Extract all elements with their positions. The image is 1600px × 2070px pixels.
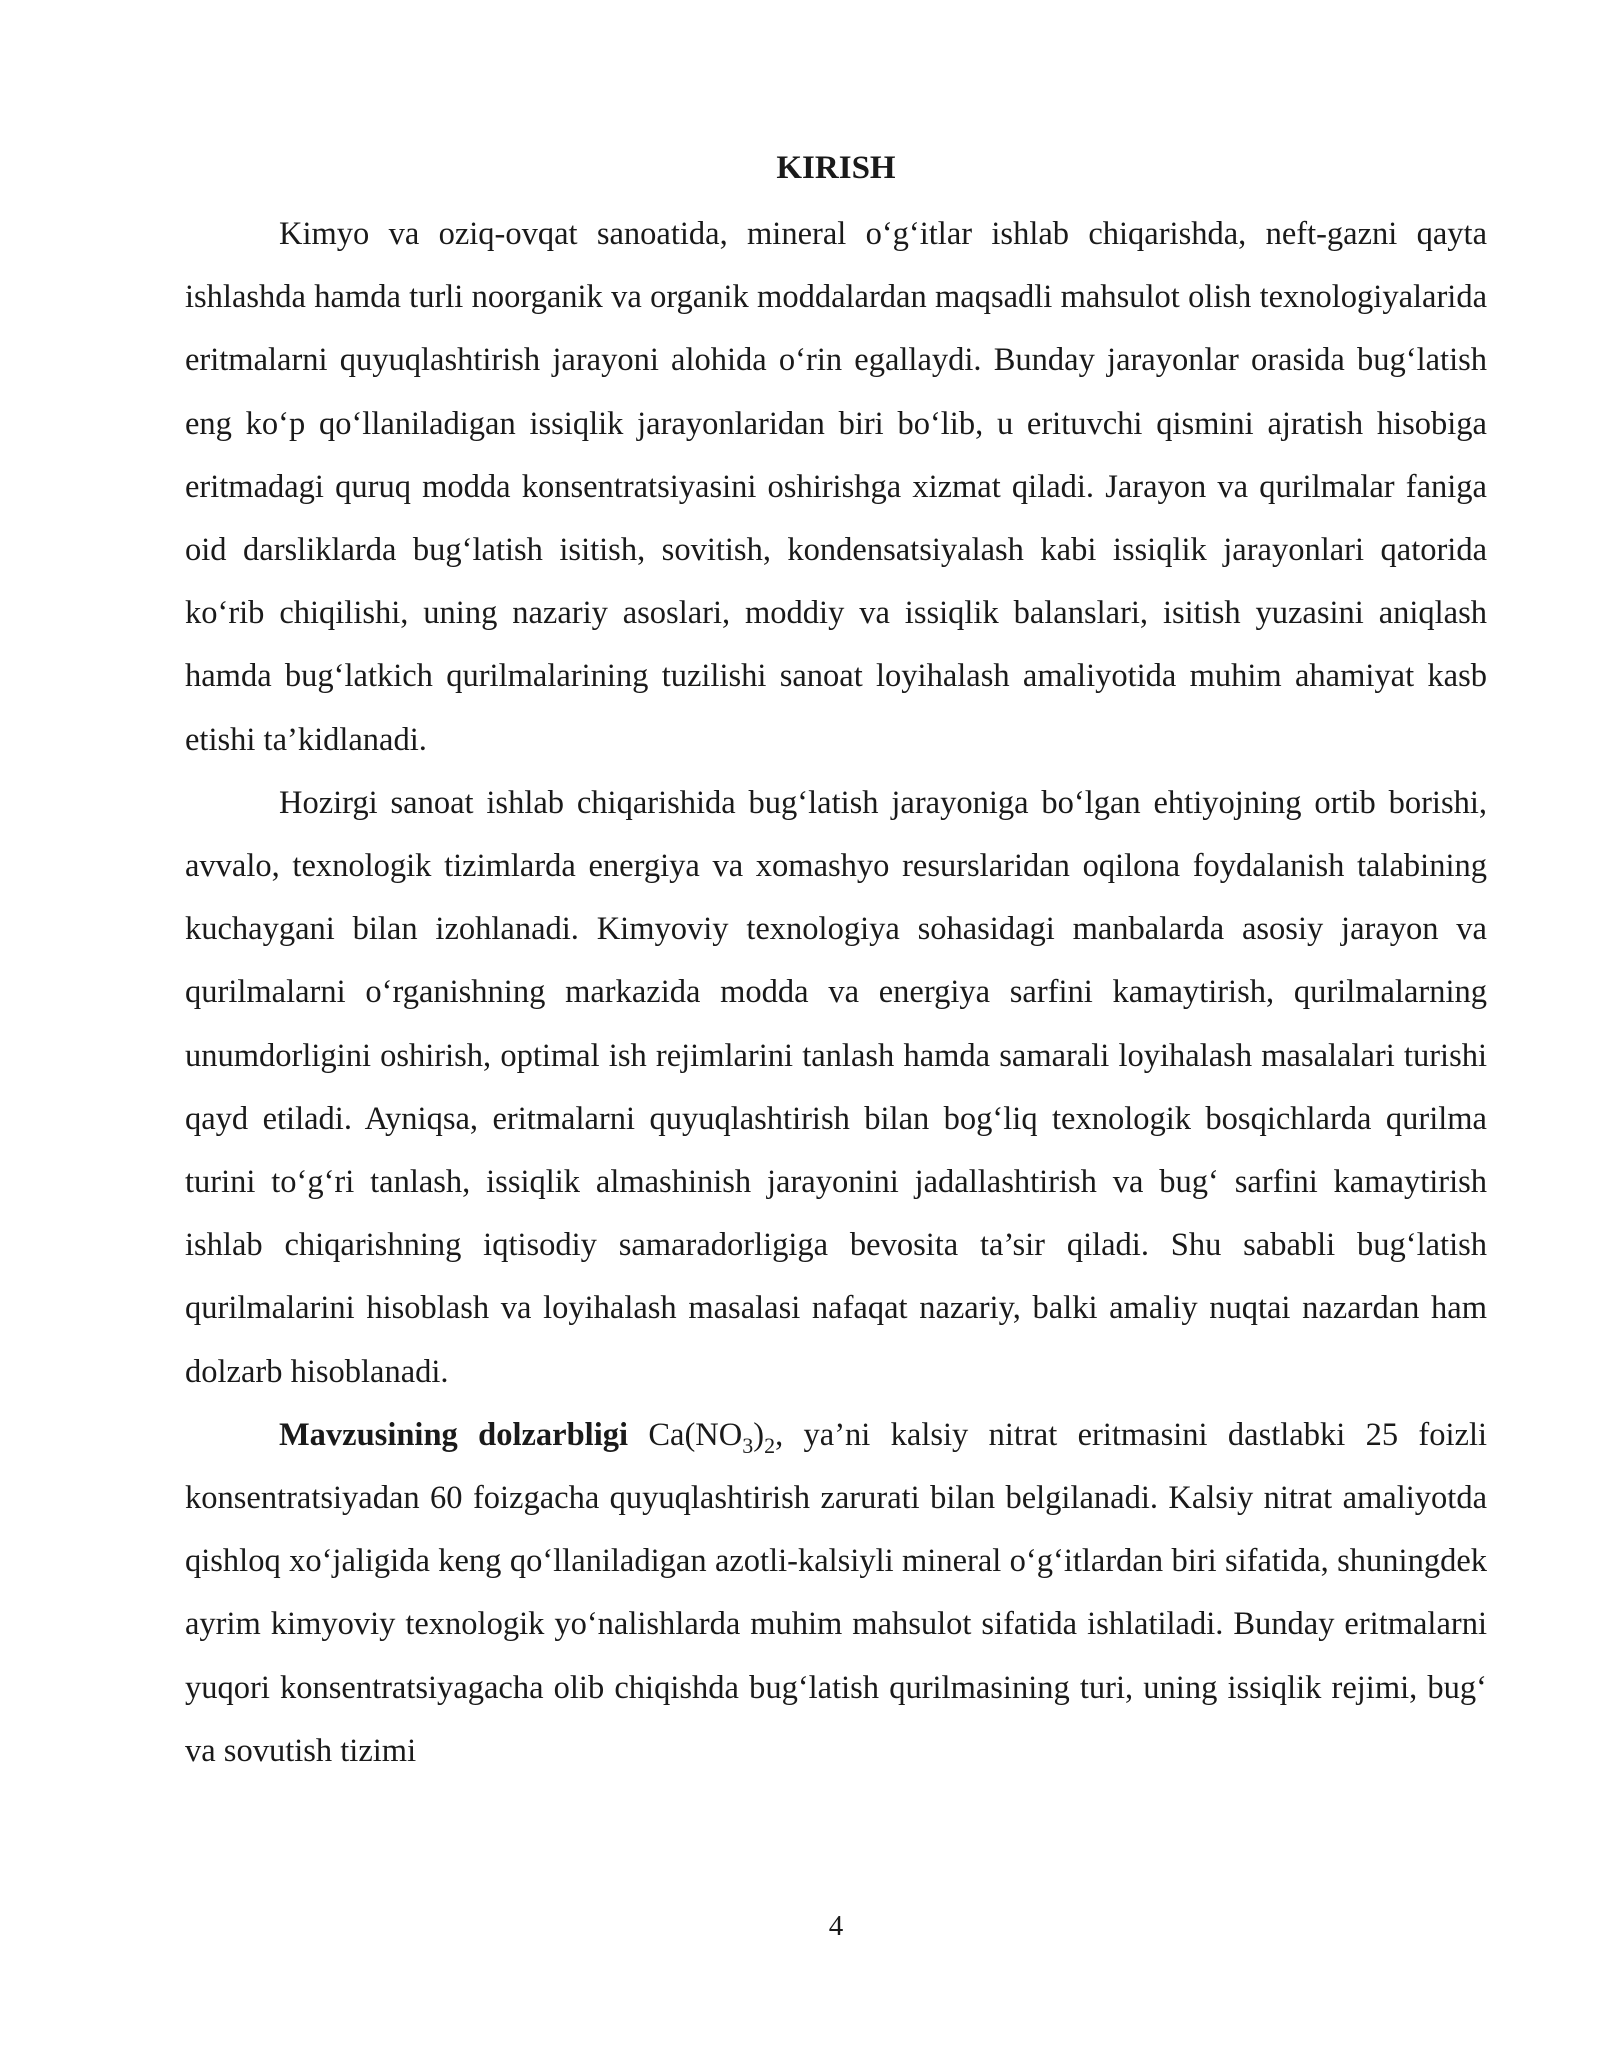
- formula-close-paren: ): [753, 1416, 765, 1453]
- paragraph-industry-need: Hozirgi sanoat ishlab chiqarishida bug‘latish jarayoniga bo‘lgan ehtiyojning ortib borishi, avvalo, texnologik tizimlarda energiya va xomashyo resurslaridan oqilona foydalanish talabining kuchaygani bilan izohlanadi. Kimyoviy texnologiya sohasidagi manbalarda asosiy jarayon va qurilmalarni o‘rganishning markazida modda va energiya sarfini kamaytirish, qurilmalarning unumdorligini oshirish, optimal ish rejimlarini tanlash hamda samarali loyihalash masalalari turishi qayd etiladi. Ayniqsa, eritmalarni quyuqlashtirish bilan bog‘liq texnologik bosqichlarda qurilma turini to‘g‘ri tanlash, issiqlik almashinish jarayonini jadallashtirish va bug‘ sarfini kamaytirish ishlab chiqarishning iqtisodiy samaradorligiga bevosita ta’sir qiladi. Shu sababli bug‘latish qurilmalarini hisoblash va loyihalash masalasi nafaqat nazariy, balki amaliy nuqtai nazardan ham dolzarb hisoblanadi.: [185, 784, 1487, 1390]
- page-title: KIRISH: [776, 150, 896, 186]
- chemical-formula: [648, 1416, 776, 1458]
- relevance-text: , ya’ni kalsiy nitrat eritmasini dastlabki 25 foizli konsentratsiyadan 60 foizgacha quyuqlashtirish zarurati bilan belgilanadi. Kalsiy nitrat amaliyotda qishloq xo‘jaligida keng qo‘llaniladigan azotli-kalsiyli mineral o‘g‘itlardan biri sifatida, shuningdek ayrim kimyoviy texnologik yo‘nalishlarda muhim mahsulot sifatida ishlatiladi. Bunday eritmalarni yuqori konsentratsiyagacha olib chiqishda bug‘latish qurilmasining turi, uning issiqlik rejimi, bug‘ va sovutish tizimi: [185, 1416, 1488, 1769]
- relevance-heading: Mavzusining dolzarbligi: [279, 1416, 628, 1453]
- formula-base: Ca(NO: [648, 1416, 743, 1453]
- page-number: 4: [828, 1910, 844, 1942]
- formula-subscript-3: 3: [742, 1432, 754, 1458]
- body-text: [185, 203, 1487, 1783]
- formula-subscript-2: 2: [764, 1432, 776, 1458]
- paragraph-intro: Kimyo va oziq-ovqat sanoatida, mineral o‘g‘itlar ishlab chiqarishda, neft-gazni qayta ishlashda hamda turli noorganik va organik moddalardan maqsadli mahsulot olish texnologiyalarida eritmalarni quyuqlashtirish jarayoni alohida o‘rin egallaydi. Bunday jarayonlar orasida bug‘latish eng ko‘p qo‘llaniladigan issiqlik jarayonlaridan biri bo‘lib, u erituvchi qismini ajratish hisobiga eritmadagi quruq modda konsentratsiyasini oshirishga xizmat qiladi. Jarayon va qurilmalar faniga oid darsliklarda bug‘latish isitish, sovitish, kondensatsiyalash kabi issiqlik jarayonlari qatorida ko‘rib chiqilishi, uning nazariy asoslari, moddiy va issiqlik balanslari, isitish yuzasini aniqlash hamda bug‘latkich qurilmalarining tuzilishi sanoat loyihalash amaliyotida muhim ahamiyat kasb etishi ta’kidlanadi.: [185, 216, 1487, 758]
- paragraph-relevance: [185, 1404, 1487, 1783]
